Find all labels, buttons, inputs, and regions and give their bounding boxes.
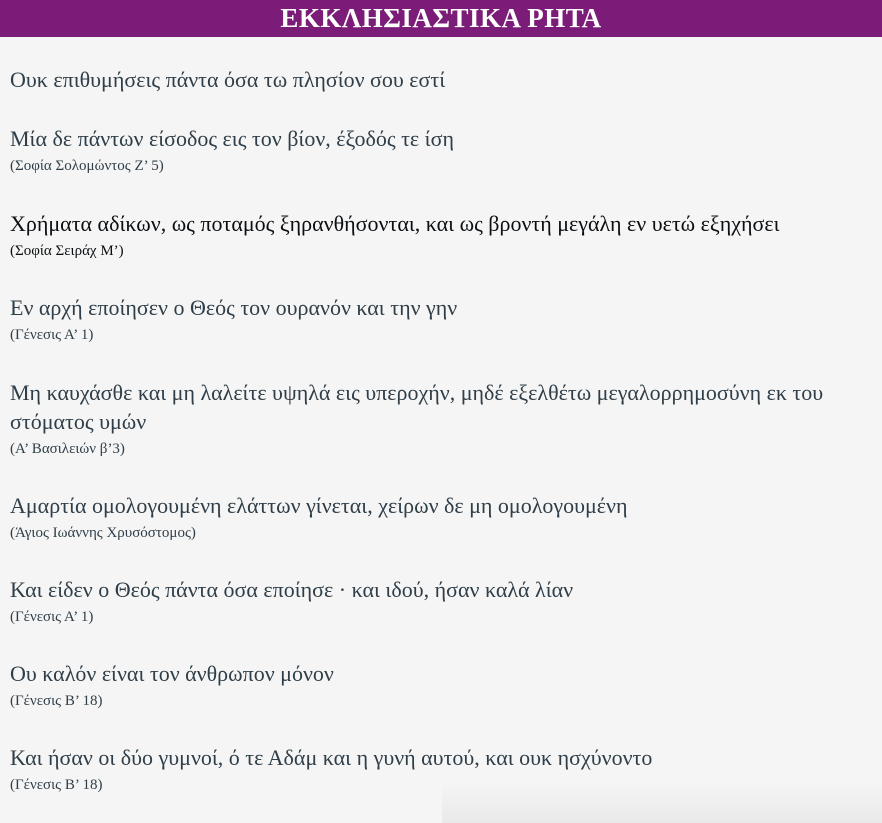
page-title: ΕΚΚΛΗΣΙΑΣΤΙΚΑ ΡΗΤΑ <box>280 3 602 33</box>
quote-text: Εν αρχή εποίησεν ο Θεός τον ουρανόν και την γην <box>10 295 458 320</box>
quote-item <box>10 710 872 794</box>
quote-text: Ουκ επιθυμήσεις πάντα όσα τω πλησίον σου εστί <box>10 67 446 92</box>
quote-item <box>10 260 872 344</box>
quote-list <box>0 37 882 794</box>
quote-source: (Άγιος Ιωάννης Χρυσόστομος) <box>10 525 196 541</box>
quote-item <box>10 94 872 175</box>
quote-source: (Α’ Βασιλειών β’3) <box>10 441 125 457</box>
quote-item <box>10 458 872 542</box>
quote-item <box>10 626 872 710</box>
quote-source: (Γένεσις Β’ 18) <box>10 693 103 709</box>
quote-item <box>10 344 872 458</box>
quote-text: Ου καλόν είναι τον άνθρωπον μόνον <box>10 661 334 686</box>
quote-text: Και είδεν ο Θεός πάντα όσα εποίησε · και ιδού, ήσαν καλά λίαν <box>10 577 574 602</box>
quote-source: (Σοφία Σειράχ Μ’) <box>10 243 124 259</box>
quote-source: (Γένεσις Β’ 18) <box>10 777 103 793</box>
quote-item <box>10 37 872 94</box>
quote-source: (Γένεσις Α’ 1) <box>10 609 94 625</box>
quote-text: Χρήματα αδίκων, ως ποταμός ξηρανθήσονται, και ως βροντή μεγάλη εν υετώ εξηχήσει <box>10 211 780 236</box>
quote-source: (Γένεσις Α’ 1) <box>10 327 94 343</box>
quote-item <box>10 542 872 626</box>
quote-text: Μία δε πάντων είσοδος εις τον βίον, έξοδός τε ίση <box>10 126 454 151</box>
quote-text: Και ήσαν οι δύο γυμνοί, ό τε Αδάμ και η γυνή αυτού, και ουκ ησχύνοντο <box>10 745 653 770</box>
page-header <box>0 0 882 37</box>
quote-text: Αμαρτία ομολογουμένη ελάττων γίνεται, χείρων δε μη ομολογουμένη <box>10 493 628 518</box>
quote-source: (Σοφία Σολομώντος Ζ’ 5) <box>10 158 164 174</box>
quote-item <box>10 175 872 260</box>
quote-text: Μη καυχάσθε και μη λαλείτε υψηλά εις υπεροχήν, μηδέ εξελθέτω μεγαλορρημοσύνη εκ του στόματος υμών <box>10 380 824 434</box>
